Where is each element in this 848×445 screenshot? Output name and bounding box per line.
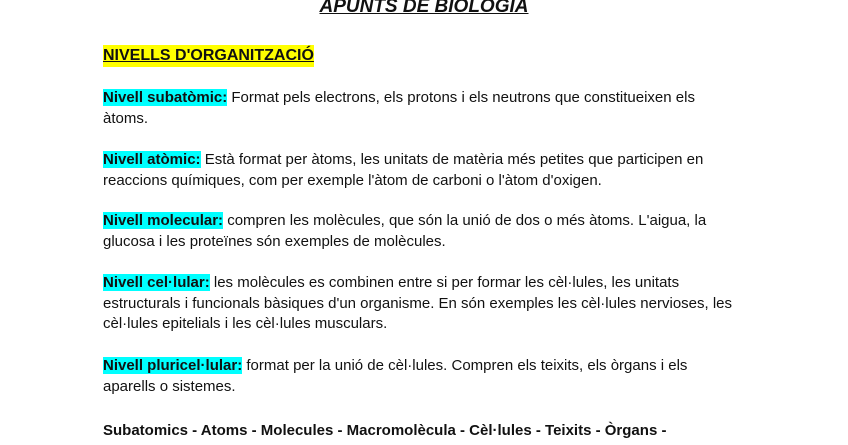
level-pluricellular [103,356,743,397]
level-atomic [103,150,743,191]
section-heading: NIVELLS D'ORGANITZACIÓ [103,45,314,67]
level-term: Nivell cel·lular: [103,274,210,291]
level-description: compren les molècules, que són la unió de dos o més àtoms. L'aigua, la glucosa i les proteïnes són exemples de molècules. [103,212,707,250]
level-term: Nivell subatòmic: [103,89,228,106]
level-term: Nivell molecular: [103,212,224,229]
level-cellular [103,273,743,335]
level-description: Està format per àtoms, les unitats de matèria més petites que participen en reaccions químiques, com per exemple l'àtom de carboni o l'àtom d'oxigen. [103,151,704,189]
level-molecular [103,211,743,252]
level-description: les molècules es combinen entre si per formar les cèl·lules, les unitats estructurals i funcionals bàsiques d'un organisme. En són exemples les cèl·lules nervioses, les cèl·lules epitelials i les cèl·lules musculars. [103,274,733,332]
level-description: Format pels electrons, els protons i els neutrons que constitueixen els àtoms. [103,89,695,127]
level-term: Nivell pluricel·lular: [103,357,243,374]
level-subatomic [103,88,743,129]
level-term: Nivell atòmic: [103,151,201,168]
document-title: APUNTS DE BIOLOGIA [319,0,529,17]
level-description: format per la unió de cèl·lules. Compren els teixits, els òrgans i els aparells o sistemes. [103,357,688,395]
levels-summary: Subatomics - Atoms - Molecules - Macromolècula - Cèl·lules - Teixits - Òrgans - [103,422,667,439]
